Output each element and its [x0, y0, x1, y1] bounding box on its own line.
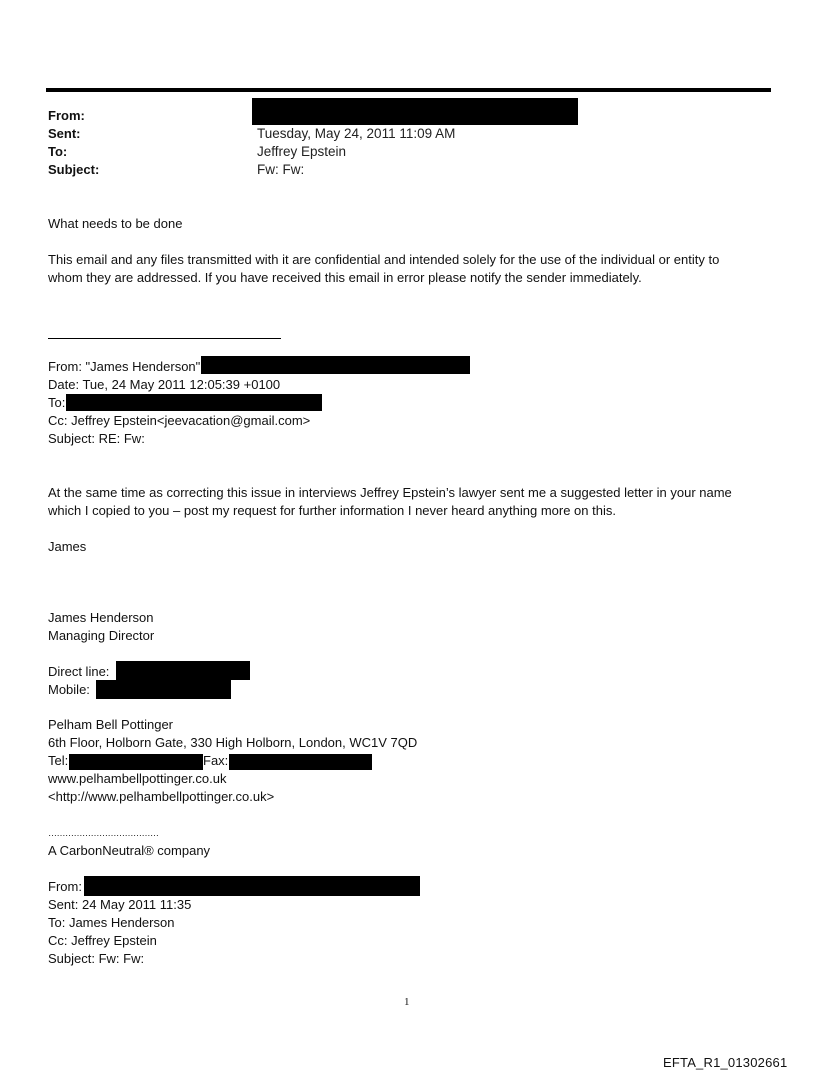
- separator-line: [48, 338, 281, 339]
- signature-name: James Henderson: [48, 610, 154, 625]
- subject-value: Fw: Fw:: [257, 162, 305, 177]
- website-link[interactable]: <http://www.pelhambellpottinger.co.uk>: [48, 789, 275, 804]
- fwd2-subject: Subject: Fw: Fw:: [48, 951, 145, 966]
- website-text: www.pelhambellpottinger.co.uk: [48, 771, 227, 786]
- redacted-fax: [229, 754, 372, 770]
- redacted-direct-line: [116, 661, 250, 680]
- disclaimer-line-1: This email and any files transmitted with it are confidential and intended solely for the use of the individual or entity to: [48, 252, 720, 267]
- fwd2-sent: Sent: 24 May 2011 11:35: [48, 897, 192, 912]
- to-value: Jeffrey Epstein: [257, 144, 347, 159]
- redacted-tel: [69, 754, 203, 770]
- fwd1-date: Date: Tue, 24 May 2011 12:05:39 +0100: [48, 377, 281, 392]
- sent-value: Tuesday, May 24, 2011 11:09 AM: [257, 126, 456, 141]
- redacted-from-address: [252, 98, 578, 125]
- subject-label: Subject:: [48, 162, 100, 177]
- fwd2-cc: Cc: Jeffrey Epstein: [48, 933, 157, 948]
- fwd2-from: From:: [48, 879, 82, 894]
- fwd1-subject: Subject: RE: Fw:: [48, 431, 145, 446]
- fwd1-from: From: "James Henderson": [48, 359, 201, 374]
- signature-dots: …………………………………: [48, 828, 159, 838]
- page-number: 1: [404, 996, 410, 1008]
- mobile-label: Mobile:: [48, 682, 90, 697]
- to-label: To:: [48, 144, 68, 159]
- fwd1-to: To:: [48, 395, 66, 410]
- redacted-fwd1-to: [66, 394, 322, 411]
- carbon-tagline: A CarbonNeutral® company: [48, 843, 211, 858]
- fax-label: Fax:: [203, 753, 229, 768]
- message-line-2: which I copied to you – post my request for further information I never heard anything more on this.: [48, 503, 616, 518]
- redacted-fwd1-email: [201, 356, 470, 374]
- direct-line-label: Direct line:: [48, 664, 110, 679]
- fwd1-cc: Cc: Jeffrey Epstein<jeevacation@gmail.com>: [48, 413, 311, 428]
- document-id: EFTA_R1_01302661: [663, 1055, 788, 1070]
- company-address: 6th Floor, Holborn Gate, 330 High Holborn, London, WC1V 7QD: [48, 735, 418, 750]
- signature-title: Managing Director: [48, 628, 155, 643]
- sent-label: Sent:: [48, 126, 81, 141]
- from-label: From:: [48, 108, 85, 123]
- message-signoff: James: [48, 539, 87, 554]
- disclaimer-line-2: whom they are addressed. If you have received this email in error please notify the sender immediately.: [48, 270, 642, 285]
- fwd2-to: To: James Henderson: [48, 915, 175, 930]
- redacted-fwd2-from: [84, 876, 420, 896]
- body-line: What needs to be done: [48, 216, 183, 231]
- header-rule: [46, 88, 771, 92]
- message-line-1: At the same time as correcting this issue in interviews Jeffrey Epstein’s lawyer sent me a suggested letter in your name: [48, 485, 732, 500]
- tel-label: Tel:: [48, 753, 69, 768]
- redacted-mobile: [96, 680, 231, 699]
- company-name: Pelham Bell Pottinger: [48, 717, 174, 732]
